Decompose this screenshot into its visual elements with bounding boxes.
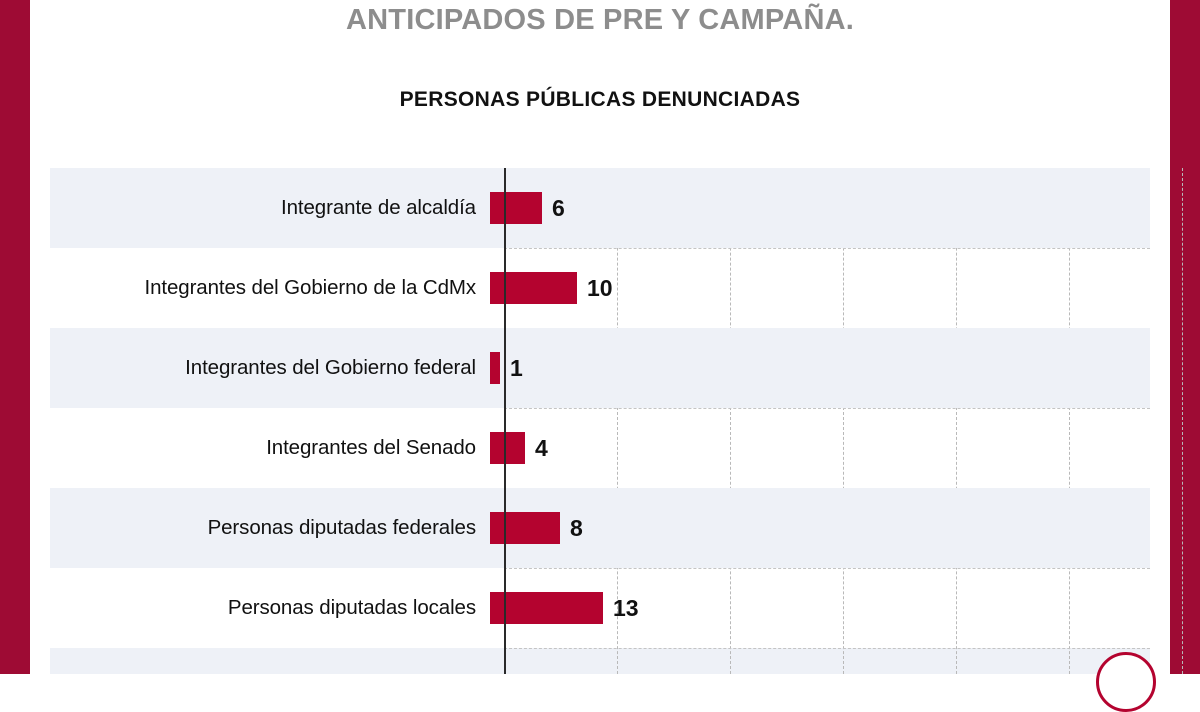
category-label: Integrante de alcaldía (281, 196, 476, 219)
left-border-accent (0, 0, 30, 674)
bar (490, 432, 525, 464)
bar-value-label: 13 (613, 594, 639, 621)
bar-chart (50, 168, 1150, 674)
right-border-accent (1170, 0, 1200, 674)
category-label: Personas diputadas locales (227, 596, 476, 619)
chart-rows (50, 168, 1150, 648)
bar-area (490, 248, 1150, 328)
content-area (30, 0, 1170, 674)
bar-area (490, 408, 1150, 488)
category-label: Integrantes del Gobierno de la CdMx (144, 276, 476, 299)
bar (490, 512, 560, 544)
headline (30, 0, 1170, 38)
chart-row (50, 248, 1150, 328)
chart-title: PERSONAS PÚBLICAS DENUNCIADAS (399, 88, 801, 111)
category-label: Personas diputadas federales (207, 516, 476, 539)
bar-value-label: 8 (570, 514, 583, 541)
bar-value-label: 10 (587, 274, 613, 301)
chart-row (50, 568, 1150, 648)
bar (490, 352, 500, 384)
bar-value-label: 1 (510, 354, 523, 381)
headline-line-2: ANTICIPADOS DE PRE Y CAMPAÑA. (346, 4, 854, 36)
chart-row (50, 328, 1150, 408)
chart-row (50, 408, 1150, 488)
chart-row (50, 168, 1150, 248)
bar-value-label: 6 (552, 194, 565, 221)
bar-area (490, 168, 1150, 248)
value-axis (504, 168, 506, 674)
circle-accent (1096, 652, 1156, 712)
bar (490, 592, 603, 624)
bar-area (490, 328, 1150, 408)
bar-area (490, 568, 1150, 648)
bar-area (490, 488, 1150, 568)
category-label: Integrantes del Senado (266, 436, 476, 459)
bar (490, 192, 542, 224)
bar-value-label: 4 (535, 434, 548, 461)
category-label: Integrantes del Gobierno federal (185, 356, 476, 379)
bottom-row-band (50, 648, 1150, 674)
chart-row (50, 488, 1150, 568)
